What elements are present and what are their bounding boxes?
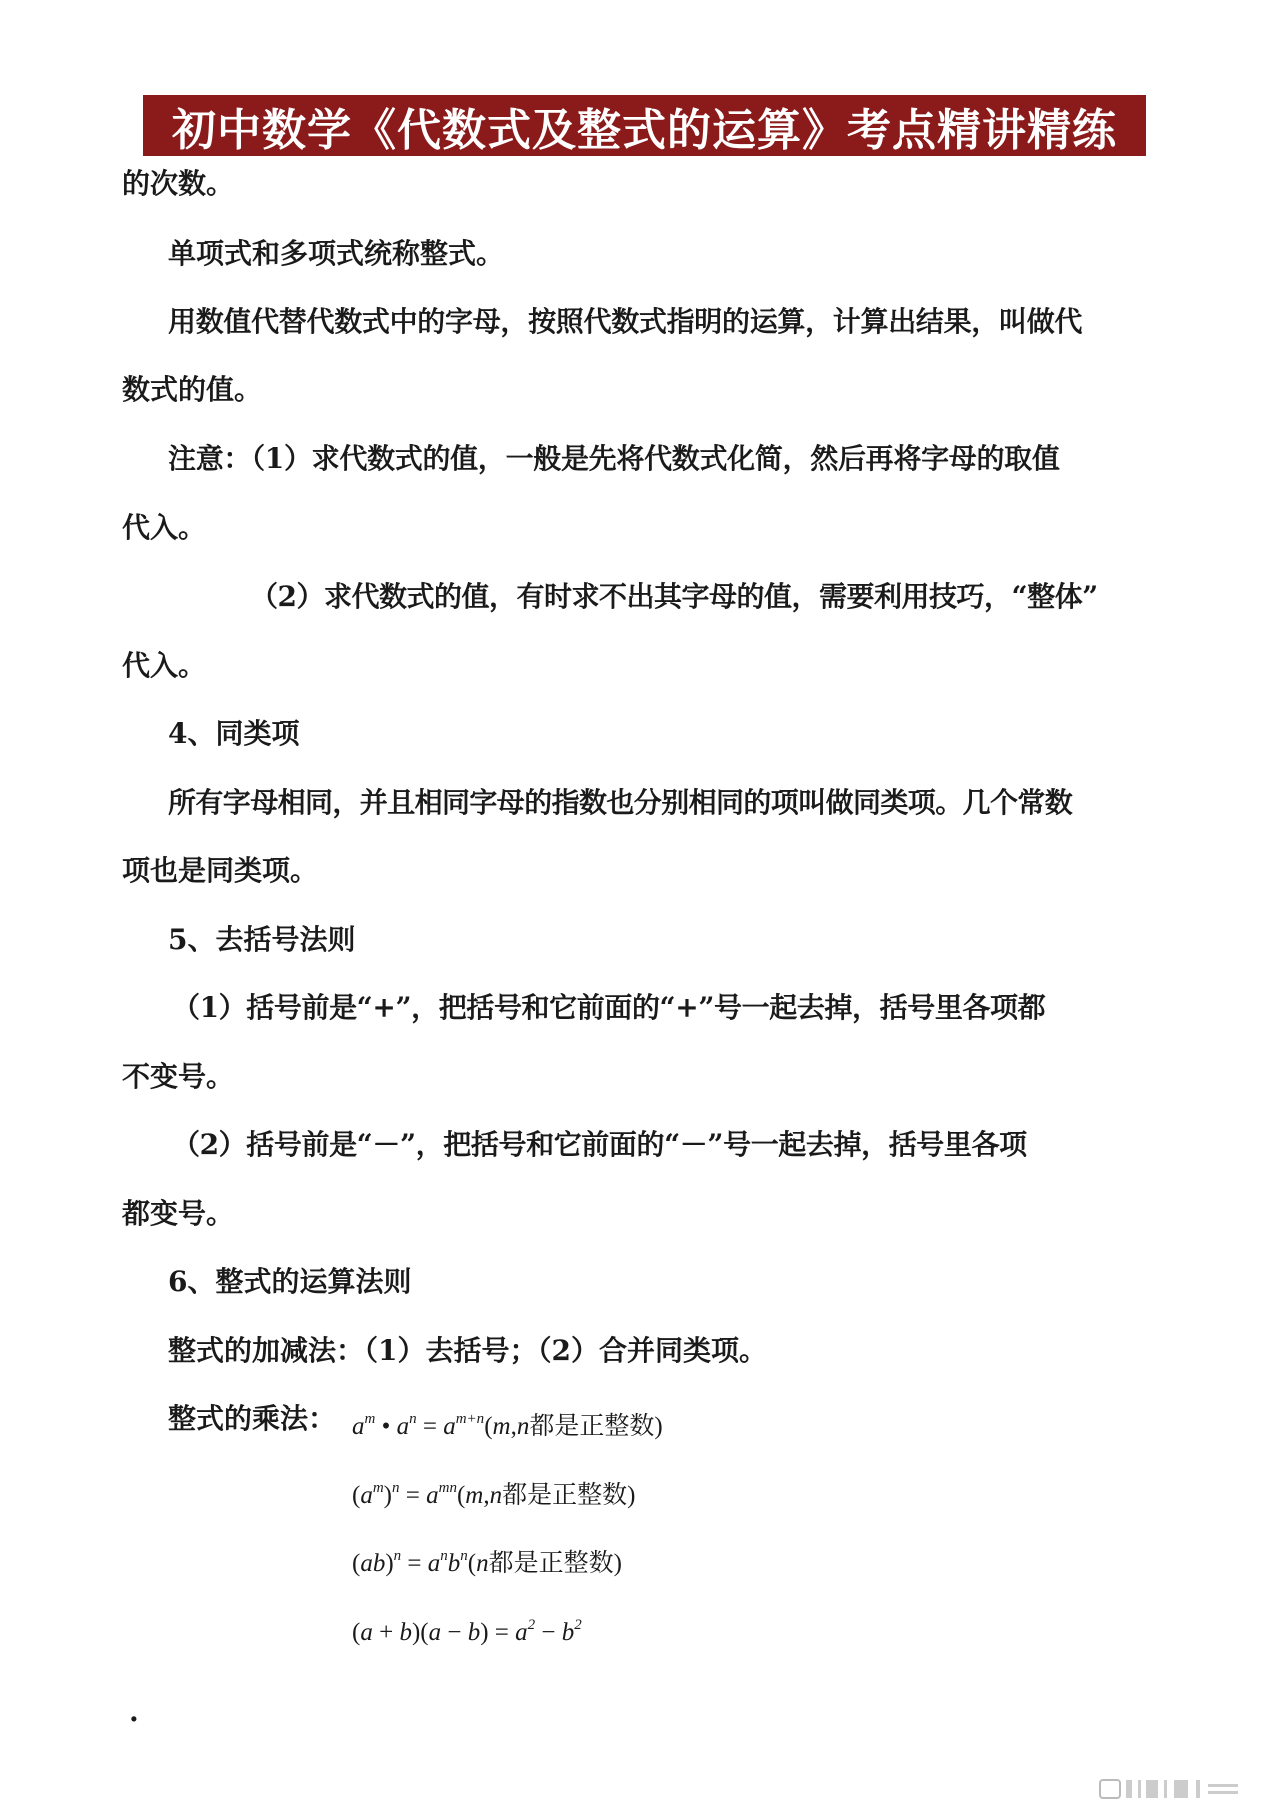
formula-power-product: $a^m$ • $a^n = a^{m+n}(m,n$都是正整数): [352, 1411, 663, 1440]
text-line: 注意：（1）求代数式的值，一般是先将代数式化简，然后再将字母的取值: [168, 442, 1060, 475]
formula-power-of-power: $(a^m)^n = a^{mn}(m,n$都是正整数): [352, 1480, 636, 1509]
text-line: 代入。: [122, 649, 207, 682]
text-line: 代入。: [122, 511, 207, 544]
formula-note: 都是正整数: [529, 1413, 655, 1440]
text-line: （2）求代数式的值，有时求不出其字母的值，需要利用技巧，“整体”: [250, 580, 1098, 613]
text-line: 不变号。: [122, 1060, 235, 1093]
section-heading: 4、同类项: [168, 717, 300, 750]
text-line: （1）括号前是“+”，把括号和它前面的“+”号一起去掉，括号里各项都: [172, 991, 1046, 1024]
formula-product-power: $(ab)^n = a^nb^n(n$都是正整数): [352, 1548, 622, 1577]
text-line: 整式的乘法：: [168, 1402, 337, 1435]
text-line: （2）括号前是“－”，把括号和它前面的“－”号一起去掉，括号里各项: [172, 1128, 1027, 1161]
formula-note: 都是正整数: [488, 1550, 614, 1577]
watermark-logo-icon: [1098, 1778, 1248, 1800]
text-line: 整式的加减法：（1）去括号；（2）合并同类项。: [168, 1334, 767, 1367]
text-line: 的次数。: [122, 167, 235, 200]
text-line: 单项式和多项式统称整式。: [168, 237, 505, 270]
text-line: 数式的值。: [122, 373, 263, 406]
text-line: 所有字母相同，并且相同字母的指数也分别相同的项叫做同类项。几个常数: [168, 786, 1073, 819]
section-heading: 5、去括号法则: [168, 923, 356, 956]
text-line: 都变号。: [122, 1197, 235, 1230]
text-line: 用数值代替代数式中的字母，按照代数式指明的运算，计算出结果，叫做代: [168, 305, 1083, 338]
footer-dot: .: [129, 1695, 139, 1728]
section-heading: 6、整式的运算法则: [168, 1265, 412, 1298]
formula-difference-of-squares: $(a + b)(a - b) = a^2 - b^2$: [352, 1617, 582, 1646]
formula-note: 都是正整数: [502, 1482, 628, 1509]
text-line: 项也是同类项。: [122, 854, 319, 887]
page-title: 初中数学《代数式及整式的运算》考点精讲精练: [143, 95, 1146, 156]
